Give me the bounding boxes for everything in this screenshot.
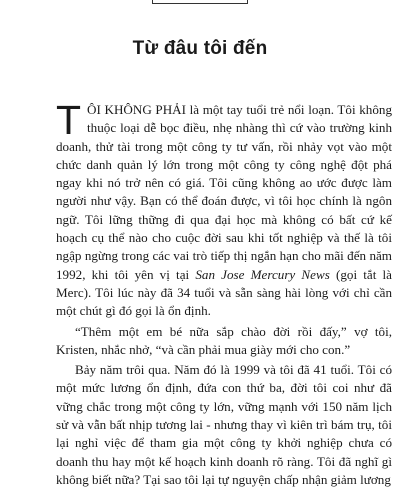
paragraph-1: [56, 97, 392, 321]
chapter-header-ornament: [152, 0, 248, 4]
paragraph-3: Bảy năm trôi qua. Năm đó là 1999 và tôi đã 41 tuổi. Tôi có một mức lương ổn định, đứa con thứ ba, đời tôi coi như đã vững chắc trong một công ty lớn, vững mạnh với 150 năm lịch sử và vẫn bất nhịp tương lai - nhưng thay vì kiên trì bám trụ, tôi lại nghỉ việc để tham gia một công ty khởi nghiệp chưa có doanh thu hay một kế hoạch kinh doanh rõ ràng. Tôi đã nghĩ gì không biết nữa? Tại sao tôi lại tự nguyện chấp nhận giảm lương: [56, 362, 392, 487]
drop-cap: T: [56, 97, 82, 143]
paragraph-2: “Thêm một em bé nữa sắp chào đời rồi đấy,” vợ tôi, Kristen, nhắc nhở, “và cần phải mua giày mới cho con.”: [56, 323, 392, 357]
chapter-title: Từ đâu tôi đến: [132, 38, 268, 59]
paragraph-1-text-a: ÔI KHÔNG PHẢI là một tay tuổi trẻ nổi loạn. Tôi không thuộc loại dễ bọc điều, nhẹ nhàng thì cứ vào trường kinh doanh, thử tài trong một công ty tư vấn, rồi nhảy vọt vào một chức danh quản lý lớn trong một công ty công nghệ đột phá ngay khi nó trở nên có giá. Tôi cũng không ao ước được làm người như vậy. Bạn có thể đoán được, vì tôi học chính là ngôn ngữ. Tôi lững thững đi qua đại học mà không có bất cứ kế hoạch cụ thể nào cho cuộc đời sau khi tốt nghiệp và thế là tôi ngập ngừng trong các vai trò tiếp thị ngắn hạn cho mãi đến năm 1992, khi tôi yên vị tại: [56, 102, 392, 282]
paragraph-1-text-b: (gọi tắt là Merc). Tôi lúc này đã 34 tuổi và sẵn sàng hài lòng với chỉ cần một chút gì đó gọi là ổn định.: [56, 266, 392, 319]
chapter-body: [56, 97, 392, 489]
publication-name: San Jose Mercury News: [195, 266, 330, 282]
